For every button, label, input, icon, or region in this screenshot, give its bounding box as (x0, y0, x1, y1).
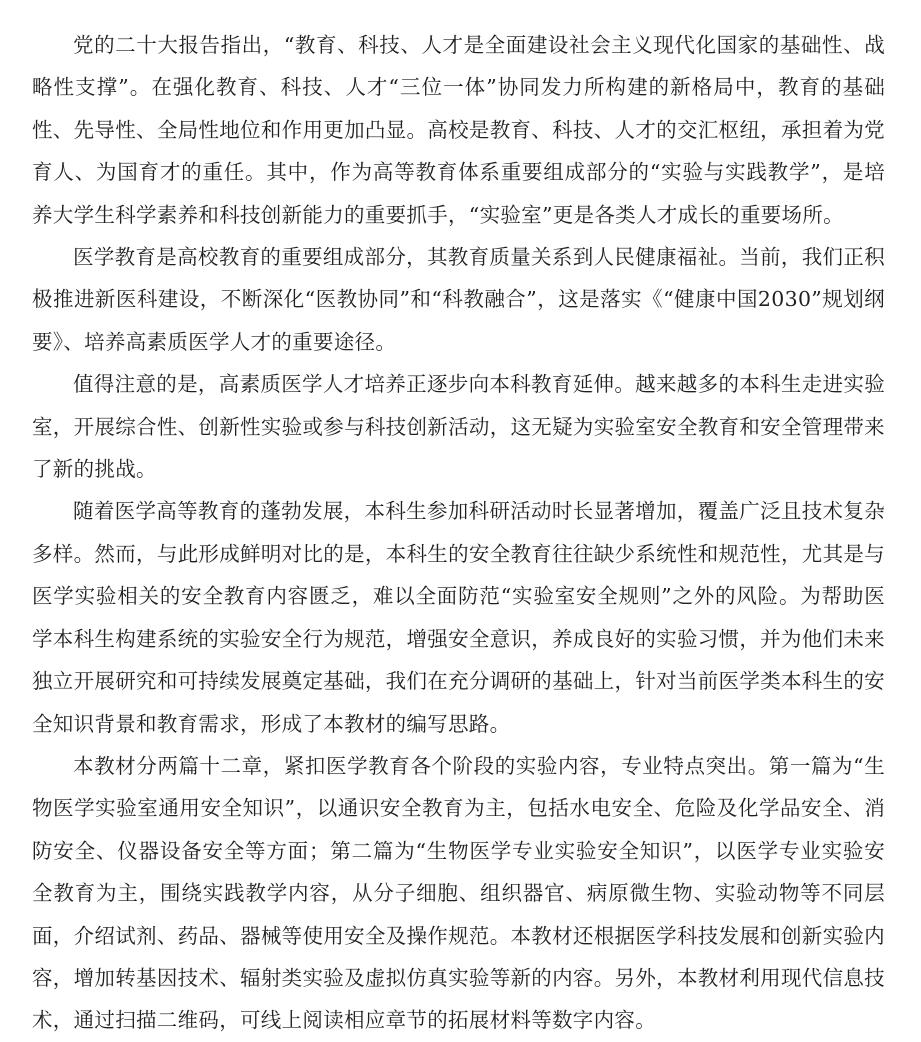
paragraph-3: 值得注意的是，高素质医学人才培养正逐步向本科教育延伸。越来越多的本科生走进实验室，开展综合性、创新性实验或参与科技创新活动，这无疑为实验室安全教育和安全管理带来了新的挑战。 (32, 372, 885, 482)
paragraph-4: 随着医学高等教育的蓬勃发展，本科生参加科研活动时长显著增加，覆盖广泛且技术复杂多样。然而，与此形成鲜明对比的是，本科生的安全教育往往缺少系统性和规范性，尤其是与医学实验相关的安全教育内容匮乏，难以全面防范“实验室安全规则”之外的风险。为帮助医学本科生构建系统的实验安全行为规范，增强安全意识，养成良好的实验习惯，并为他们未来独立开展研究和可持续发展奠定基础，我们在充分调研的基础上，针对当前医学类本科生的安全知识背景和教育需求，形成了本教材的编写思路。 (32, 499, 885, 736)
paragraph-1: 党的二十大报告指出，“教育、科技、人才是全面建设社会主义现代化国家的基础性、战略性支撑”。在强化教育、科技、人才“三位一体”协同发力所构建的新格局中，教育的基础性、先导性、全局性地位和作用更加凸显。高校是教育、科技、人才的交汇枢纽，承担着为党育人、为国育才的重任。其中，作为高等教育体系重要组成部分的“实验与实践教学”，是培养大学生科学素养和科技创新能力的重要抓手，“实验室”更是各类人才成长的重要场所。 (32, 33, 885, 227)
paragraph-5: 本教材分两篇十二章，紧扣医学教育各个阶段的实验内容，专业特点突出。第一篇为“生物医学实验室通用安全知识”，以通识安全教育为主，包括水电安全、危险及化学品安全、消防安全、仪器设备安全等方面；第二篇为“生物医学专业实验安全知识”，以医学专业实验安全教育为主，围绕实践教学内容，从分子细胞、组织器官、病原微生物、实验动物等不同层面，介绍试剂、药品、器械等使用安全及操作规范。本教材还根据医学科技发展和创新实验内容，增加转基因技术、辐射类实验及虚拟仿真实验等新的内容。另外，本教材利用现代信息技术，通过扫描二维码，可线上阅读相应章节的拓展材料等数字内容。 (32, 753, 885, 1033)
paragraph-2: 医学教育是高校教育的重要组成部分，其教育质量关系到人民健康福祉。当前，我们正积极推进新医科建设，不断深化“医教协同”和“科教融合”，这是落实《“健康中国2030”规划纲要》、培养高素质医学人才的重要途径。 (32, 245, 885, 354)
